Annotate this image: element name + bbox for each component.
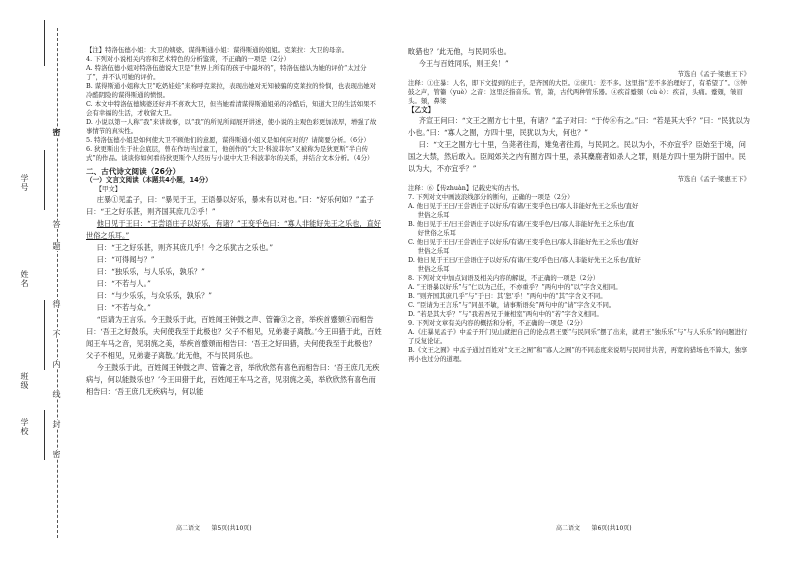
option-7a-cont: 世俗之乐耳: [417, 211, 450, 219]
seat-number-label: 学号: [20, 174, 29, 192]
option-8c: C. “臣请为王言乐”与“同虽不敏，请事斯语矣”两句中的“请”字含义不同。: [408, 301, 616, 309]
footer-page-number: 第5页(共10页): [211, 525, 252, 532]
class-label: 班级: [20, 372, 29, 390]
left-page-column: [86, 46, 382, 398]
option-7c: C. 他日见于王曰/王尝语庄子以好乐/有诸/王变乎色曰/寡人非能好先王之乐也/直好: [408, 238, 639, 246]
seal-char: 线: [52, 390, 61, 399]
option-4b: B. 谋得斯通小姐称大卫“吃奶娃娃”来称呼克莱拉，表现出她对无知被骗的克莱拉的怜悯，也表现出她对冷酷阴险的谋得斯通的愤恨。: [86, 82, 377, 99]
binding-strip: [0, 0, 66, 561]
footer-page-number: 第6页(共10页): [591, 525, 632, 532]
footer-subject: 高二语文: [556, 525, 581, 532]
school-label: 学校: [20, 418, 29, 436]
passage-label-yi: 【乙文】: [408, 106, 435, 114]
seal-char: 得: [52, 300, 61, 309]
right-page-column: [408, 46, 750, 364]
binding-rule: [44, 410, 45, 460]
passage-paragraph: 曰：“不若与众。”: [96, 303, 151, 312]
seal-char: 封: [52, 420, 61, 429]
left-footer: [176, 523, 252, 532]
right-footer: [556, 523, 632, 532]
seal-mark-top: 密: [52, 128, 61, 137]
footer-subject: 高二语文: [176, 525, 201, 532]
passage-paragraph: 畋猎也？’此无他，与民同乐也。: [408, 47, 511, 56]
source-citation: 节选自《孟子·梁惠王下》: [677, 70, 750, 78]
binding-rule: [44, 20, 45, 66]
passage-paragraph: 曰：“可得闻与？”: [96, 255, 155, 264]
option-9b: B.《文王之囿》中孟子通过百姓对“文王之囿”和“寡人之囿”的不同态度来说明与民同甘共苦，再宽的猎场也不算大，独享再小也过分的道理。: [408, 346, 748, 363]
passage-paragraph: 曰：“王之好乐甚，则齐其庶几乎！今之乐犹古之乐也。”: [96, 243, 274, 252]
passage-paragraph: 曰：“独乐乐，与人乐乐，孰乐？”: [96, 267, 205, 276]
passage-label-jia: 【甲文】: [95, 185, 122, 193]
subsection-heading: （一）文言文阅读（本题共4小题，14分）: [86, 176, 212, 184]
question-9: 9. 下列对文章有关内容的概括和分析，不正确的一项是（2分）: [408, 319, 587, 327]
binding-rule: [44, 300, 45, 370]
section-heading: 二、古代诗文阅读（26分）: [86, 167, 181, 176]
option-8b: B. “则齐国其庶几乎”与“于曰：其‘恕’乎！”两句中的“其”字含义不同。: [408, 292, 607, 300]
passage-paragraph: 曰：“与少乐乐，与众乐乐，孰乐？”: [96, 291, 212, 300]
option-7b: B. 他日见于王/曰王尝语庄子以好乐/有诸/王变乎色/曰/寡人非能好先王之乐也/直: [408, 220, 635, 228]
binding-rule: [44, 150, 45, 210]
question-6: 6. 狄更斯出生于社会底层，曾在作坊当过童工，他创作的“大卫·科波菲尔”又被称为是狄更斯“半自传式”的作品。谈谈你如何看待狄更斯个人经历与小说中大卫·科波菲尔的关系，并结合文本分析。（4分）: [86, 145, 374, 162]
annotation-notes: 注释：①庄暴：人名，即下文提到的庄子，是齐国的大臣。②庶几：差不多。这里指“差不多治理好了，有希望了”。③钟鼓之声，管籥（yuè）之音：这里泛指音乐。管，箫，古代两种管乐器。④疾首蹙頞（cù è）：疾首，头痛。蹙頞，皱眉头。頞，鼻梁: [408, 79, 747, 105]
passage-paragraph: 齐宣王问曰：“文王之囿方七十里，有诸？”孟子对曰：“于传⑥有之。”曰：“若是其大乎？”曰：“民犹以为小也。”曰：“寡人之囿，方四十里，民犹以为大，何也？”: [408, 116, 750, 137]
passage-paragraph: 曰：“文王之囿方七十里，刍荛者往焉，雉兔者往焉，与民同之。民以为小，不亦宜乎？臣始至于境，问国之大禁，然后敢入。臣闻郊关之内有囿方四十里，杀其麋鹿者如杀人之罪，则是方四十里为阱于国中。民以为大，不亦宜乎？”: [408, 140, 746, 173]
passage-paragraph: “臣请为王言乐。今王鼓乐于此，百姓闻王钟鼓之声、管籥③之音，举疾首蹙頞④而相告曰：‘吾王之好鼓乐，夫何使我至于此极也？父子不相见，兄弟妻子离散。’今王田猎于此，百姓闻王车马之音，见羽旄之美，举疾首蹙頞而相告曰：‘吾王之好田猎，夫何使我至于此极也？父子不相见，兄弟妻子离散。’此无他，不与民同乐也。: [86, 315, 382, 360]
option-7a: A. 他日见于王曰/王尝语庄子以好乐/有诸/王变乎色曰/寡人非能好先王之乐也/直好: [408, 202, 639, 210]
option-4d: D. 小说以第一人称“我”来讲故事，以“我”的所见所闻展开讲述，使小说的主观色彩更加浓厚，增强了故事情节的真实性。: [86, 118, 377, 135]
option-7b-cont: 好世俗之乐耳: [417, 229, 456, 237]
seal-char: 答: [52, 220, 61, 229]
seal-char: 密: [52, 450, 61, 459]
question-5: 5. 特洛伍德小姐是如何使大卫不顾他们的意愿，谋得斯通小姐又是如何应对的？请简要分析。（6分）: [86, 136, 370, 144]
passage-paragraph: 庄暴①见孟子，曰：“暴见于王，王语暴以好乐，暴未有以对也。”曰：“好乐何如？”孟子曰：“王之好乐甚，则齐国其庶几②乎！”: [86, 195, 374, 216]
seal-char: 内: [52, 360, 61, 369]
seal-char: 题: [52, 242, 61, 251]
option-4c: C. 本文中特洛伍德姨婆还好并不喜欢大卫，但当她看清谋得斯通姐弟的冷酷后，知道大卫的生活如果不会有幸福的生活，才收留大卫。: [86, 100, 376, 117]
question-8: 8. 下列对文中加点词语及相关内容的解说，不正确的一项是（2分）: [408, 274, 600, 282]
binding-dashed-line: [57, 28, 58, 538]
source-citation: 节选自《孟子·梁惠王下》: [677, 175, 750, 183]
option-4a: A. 特洛伍德小姐对特洛伍德说大卫是“世界上所有的孩子中最坏的”，特洛伍德认为她的评价“太过分了”，并不认可她的评价。: [86, 64, 367, 81]
name-label: 姓名: [20, 270, 29, 288]
option-7d-cont: 世俗之乐耳: [417, 265, 450, 273]
annotation-notes: 注释：⑥【传zhuàn】记载史实的古书。: [408, 184, 524, 192]
question-7: 7. 下列对文中画波浪线部分的断句，正确的一项是（2分）: [408, 193, 574, 201]
passage-paragraph: 今王与百姓同乐，则王矣！”: [418, 59, 509, 68]
option-8a: A. “王语暴以好乐”与“仁以为己任，不亦重乎？”两句中的“以”字含义相同。: [408, 283, 622, 291]
passage-paragraph: 今王鼓乐于此，百姓闻王钟鼓之声、管籥之音，举欣欣然有喜色而相告曰：‘吾王庶几无疾病与，何以能鼓乐也？’今王田猎于此，百姓闻王车马之音，见羽旄之美，举欣欣然有喜色而相告曰：‘吾王庶几无疾病与，何以能: [86, 363, 380, 396]
seal-char: 不: [52, 330, 61, 339]
passage-paragraph: 曰：“不若与人。”: [96, 279, 151, 288]
passage-paragraph-underlined: 他日见于王曰：“王尝语庄子以好乐，有诸？”王变乎色曰：“寡人非能好先王之乐也，直好世俗之乐耳。”: [86, 219, 381, 240]
option-7c-cont: 世俗之乐耳: [417, 247, 450, 255]
option-7d: D. 他日见于王曰/王尝语庄子以好乐/有诸/王变/乎色曰/寡人非能好先王之乐也/直好: [408, 256, 641, 264]
option-8d: D. “若是其大乎？”与“我若吾兄于兼相室”两句中的“若”字含义相同。: [408, 310, 603, 318]
option-9a: A.《庄暴见孟子》中孟子开门见山就把自己的论点君王要“与民同乐”摆了出来，就君王“独乐乐”与“与人乐乐”的问题进行了反复论证。: [408, 328, 748, 345]
question-4: 4. 下列对小说相关内容和艺术特色的分析鉴赏，不正确的一项是（2分）: [86, 55, 290, 63]
note-text: 【注】特洛伍德小姐：大卫的姨婆。谋得斯通小姐：谋得斯通的姐姐。克莱拉：大卫的母亲。: [86, 46, 349, 54]
